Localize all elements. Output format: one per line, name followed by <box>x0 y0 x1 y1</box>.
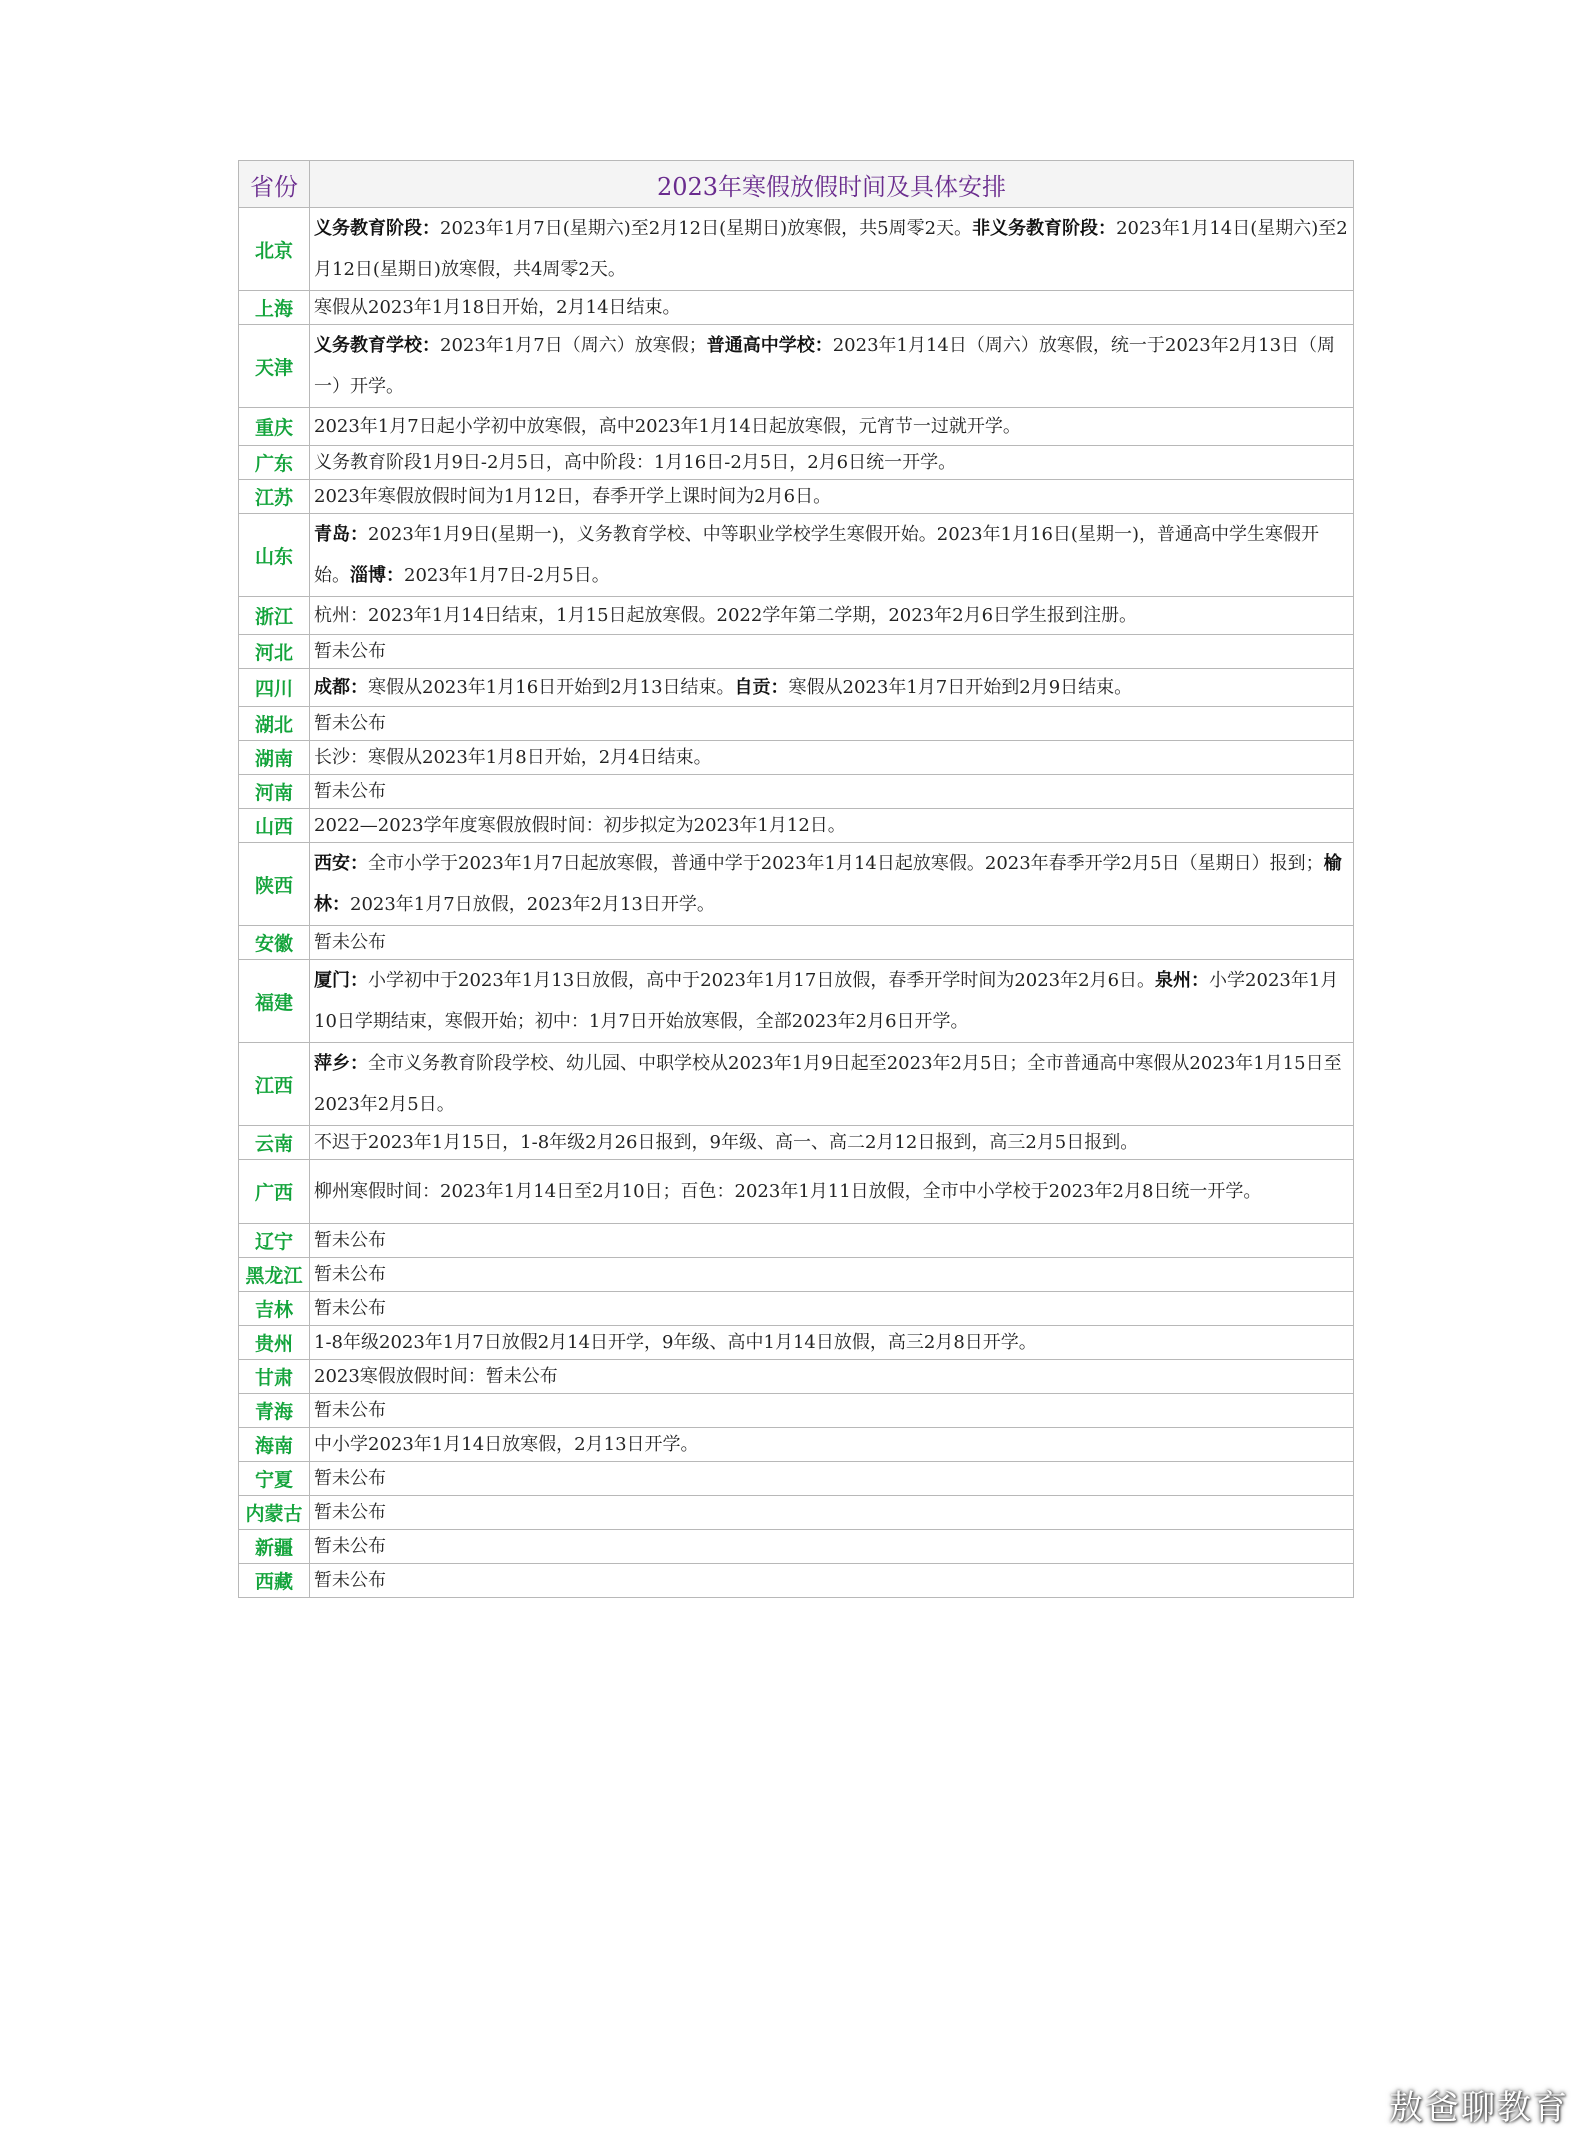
region-label: 义务教育阶段： <box>314 218 440 239</box>
schedule-cell <box>310 843 1354 926</box>
schedule-cell <box>310 1292 1354 1326</box>
table-row <box>239 1326 1354 1360</box>
schedule-text: 寒假从2023年1月7日开始到2月9日结束。 <box>788 676 1133 698</box>
province-cell: 辽宁 <box>239 1224 310 1258</box>
schedule-text: 全市小学于2023年1月7日起放寒假，普通中学于2023年1月14日起放寒假。2023年春季开学2月5日（星期日）报到； <box>368 853 1324 874</box>
province-cell: 宁夏 <box>239 1462 310 1496</box>
table-row <box>239 291 1354 325</box>
schedule-cell <box>310 707 1354 741</box>
table-row <box>239 480 1354 514</box>
province-cell: 安徽 <box>239 926 310 960</box>
region-label: 淄博： <box>350 565 404 586</box>
schedule-cell <box>310 1126 1354 1160</box>
schedule-text: 2023年1月7日（周六）放寒假； <box>440 335 707 356</box>
table-body <box>239 208 1354 1598</box>
schedule-cell <box>310 1160 1354 1224</box>
region-label: 义务教育学校： <box>314 335 440 356</box>
province-cell: 天津 <box>239 325 310 408</box>
schedule-text: 暂未公布 <box>314 1569 386 1591</box>
province-cell: 山西 <box>239 809 310 843</box>
table-row <box>239 669 1354 707</box>
schedule-text: 2023年1月14日(星期六)至2月12日(星期日)放寒假，共4周零2天。 <box>314 218 1348 280</box>
table-row <box>239 1462 1354 1496</box>
province-cell: 黑龙江 <box>239 1258 310 1292</box>
table-row <box>239 1564 1354 1598</box>
table-row <box>239 325 1354 408</box>
schedule-cell <box>310 1394 1354 1428</box>
schedule-text: 暂未公布 <box>314 1501 386 1523</box>
schedule-text: 2023年1月9日(星期一)，义务教育学校、中等职业学校学生寒假开始。2023年1月16日(星期一)，普通高中学生寒假开始。 <box>314 524 1319 586</box>
schedule-cell <box>310 1530 1354 1564</box>
province-cell: 海南 <box>239 1428 310 1462</box>
schedule-text: 寒假从2023年1月16日开始到2月13日结束。 <box>368 676 735 698</box>
province-cell: 青海 <box>239 1394 310 1428</box>
province-cell: 贵州 <box>239 1326 310 1360</box>
schedule-cell <box>310 325 1354 408</box>
province-cell: 湖南 <box>239 741 310 775</box>
watermark-text: 敖爸聊教育 <box>1389 2088 1569 2128</box>
schedule-text: 1-8年级2023年1月7日放假2月14日开学，9年级、高中1月14日放假，高三2月8日开学。 <box>314 1331 1037 1353</box>
table-row <box>239 843 1354 926</box>
schedule-text: 暂未公布 <box>314 712 386 734</box>
table-row <box>239 597 1354 635</box>
table-row <box>239 775 1354 809</box>
province-column-header: 省份 <box>239 161 310 208</box>
schedule-text: 暂未公布 <box>314 1399 386 1421</box>
table-row <box>239 1160 1354 1224</box>
table-row <box>239 1394 1354 1428</box>
schedule-text: 暂未公布 <box>314 931 386 953</box>
schedule-text: 杭州：2023年1月14日结束，1月15日起放寒假。2022学年第二学期，2023年2月6日学生报到注册。 <box>314 604 1138 626</box>
province-cell: 广东 <box>239 446 310 480</box>
province-cell: 吉林 <box>239 1292 310 1326</box>
region-label: 萍乡： <box>314 1053 368 1074</box>
schedule-text: 暂未公布 <box>314 1229 386 1251</box>
table-row <box>239 960 1354 1043</box>
province-cell: 云南 <box>239 1126 310 1160</box>
table-row <box>239 741 1354 775</box>
schedule-text: 暂未公布 <box>314 1535 386 1557</box>
schedule-cell <box>310 960 1354 1043</box>
region-label: 非义务教育阶段： <box>972 218 1117 239</box>
table-row <box>239 208 1354 291</box>
schedule-cell <box>310 1360 1354 1394</box>
schedule-cell <box>310 446 1354 480</box>
province-cell: 西藏 <box>239 1564 310 1598</box>
table-row <box>239 1530 1354 1564</box>
schedule-cell <box>310 1496 1354 1530</box>
schedule-text: 小学初中于2023年1月13日放假，高中于2023年1月17日放假，春季开学时间为2023年2月6日。 <box>368 970 1156 991</box>
schedule-text: 2023年1月7日起小学初中放寒假，高中2023年1月14日起放寒假，元宵节一过就开学。 <box>314 415 1021 437</box>
table-row <box>239 1360 1354 1394</box>
schedule-text: 暂未公布 <box>314 780 386 802</box>
schedule-text: 暂未公布 <box>314 1467 386 1489</box>
schedule-cell <box>310 926 1354 960</box>
schedule-cell <box>310 1224 1354 1258</box>
schedule-cell <box>310 635 1354 669</box>
schedule-text: 暂未公布 <box>314 1297 386 1319</box>
schedule-text: 2023年1月14日（周六）放寒假，统一于2023年2月13日（周一）开学。 <box>314 335 1336 397</box>
region-label: 厦门： <box>314 970 368 991</box>
province-cell: 上海 <box>239 291 310 325</box>
province-cell: 广西 <box>239 1160 310 1224</box>
province-cell: 北京 <box>239 208 310 291</box>
schedule-text: 2023年寒假放假时间为1月12日，春季开学上课时间为2月6日。 <box>314 485 832 507</box>
province-cell: 江西 <box>239 1043 310 1126</box>
province-cell: 福建 <box>239 960 310 1043</box>
region-label: 成都： <box>314 676 368 698</box>
province-cell: 四川 <box>239 669 310 707</box>
table-row <box>239 1496 1354 1530</box>
schedule-text: 2023年1月7日-2月5日。 <box>404 565 610 586</box>
region-label: 青岛： <box>314 524 368 545</box>
region-label: 西安： <box>314 853 368 874</box>
schedule-text: 义务教育阶段1月9日-2月5日，高中阶段：1月16日-2月5日，2月6日统一开学。 <box>314 451 957 473</box>
holiday-schedule-table <box>238 160 1354 1598</box>
schedule-text: 2023年1月7日(星期六)至2月12日(星期日)放寒假，共5周零2天。 <box>440 218 973 239</box>
schedule-cell <box>310 597 1354 635</box>
schedule-text: 寒假从2023年1月18日开始，2月14日结束。 <box>314 296 681 318</box>
province-cell: 内蒙古 <box>239 1496 310 1530</box>
schedule-text: 中小学2023年1月14日放寒假，2月13日开学。 <box>314 1433 699 1455</box>
province-cell: 河南 <box>239 775 310 809</box>
province-cell: 浙江 <box>239 597 310 635</box>
schedule-cell <box>310 741 1354 775</box>
province-cell: 湖北 <box>239 707 310 741</box>
schedule-text: 小学2023年1月10日学期结束，寒假开始；初中：1月7日开始放寒假，全部2023年2月6日开学。 <box>314 970 1339 1032</box>
schedule-cell <box>310 809 1354 843</box>
schedule-cell <box>310 1326 1354 1360</box>
schedule-column-header: 2023年寒假放假时间及具体安排 <box>310 161 1354 208</box>
schedule-text: 2023年1月7日放假，2023年2月13日开学。 <box>350 894 715 915</box>
province-cell: 山东 <box>239 514 310 597</box>
province-cell: 重庆 <box>239 408 310 446</box>
region-label: 自贡： <box>734 676 789 698</box>
schedule-text: 柳州寒假时间：2023年1月14日至2月10日；百色：2023年1月11日放假，全市中小学校于2023年2月8日统一开学。 <box>314 1181 1262 1202</box>
schedule-cell <box>310 1043 1354 1126</box>
schedule-cell <box>310 775 1354 809</box>
province-cell: 新疆 <box>239 1530 310 1564</box>
schedule-text: 暂未公布 <box>314 640 386 662</box>
schedule-cell <box>310 480 1354 514</box>
schedule-text: 2023寒假放假时间：暂未公布 <box>314 1365 558 1387</box>
schedule-cell <box>310 208 1354 291</box>
province-cell: 甘肃 <box>239 1360 310 1394</box>
region-label: 普通高中学校： <box>706 335 833 356</box>
table-row <box>239 1224 1354 1258</box>
table-row <box>239 1428 1354 1462</box>
table-row <box>239 1043 1354 1126</box>
schedule-cell <box>310 1462 1354 1496</box>
table-row <box>239 926 1354 960</box>
schedule-text: 不迟于2023年1月15日，1-8年级2月26日报到，9年级、高一、高二2月12日报到，高三2月5日报到。 <box>314 1131 1139 1153</box>
province-cell: 陕西 <box>239 843 310 926</box>
schedule-text: 全市义务教育阶段学校、幼儿园、中职学校从2023年1月9日起至2023年2月5日；全市普通高中寒假从2023年1月15日至2023年2月5日。 <box>314 1053 1342 1115</box>
province-cell: 江苏 <box>239 480 310 514</box>
schedule-cell <box>310 1258 1354 1292</box>
schedule-cell <box>310 291 1354 325</box>
schedule-text: 长沙：寒假从2023年1月8日开始，2月4日结束。 <box>314 746 712 768</box>
province-cell: 河北 <box>239 635 310 669</box>
schedule-cell <box>310 514 1354 597</box>
table-row <box>239 809 1354 843</box>
schedule-text: 暂未公布 <box>314 1263 386 1285</box>
region-label: 泉州： <box>1155 970 1210 991</box>
table-row <box>239 1258 1354 1292</box>
table-row <box>239 408 1354 446</box>
table-row <box>239 707 1354 741</box>
table-header-row <box>239 161 1354 208</box>
schedule-cell <box>310 669 1354 707</box>
schedule-cell <box>310 1428 1354 1462</box>
table-row <box>239 1292 1354 1326</box>
schedule-text: 2022—2023学年度寒假放假时间：初步拟定为2023年1月12日。 <box>314 814 846 836</box>
table-row <box>239 635 1354 669</box>
region-label: 榆林： <box>314 853 1342 915</box>
table-row <box>239 1126 1354 1160</box>
table-row <box>239 514 1354 597</box>
schedule-cell <box>310 1564 1354 1598</box>
schedule-cell <box>310 408 1354 446</box>
table-row <box>239 446 1354 480</box>
